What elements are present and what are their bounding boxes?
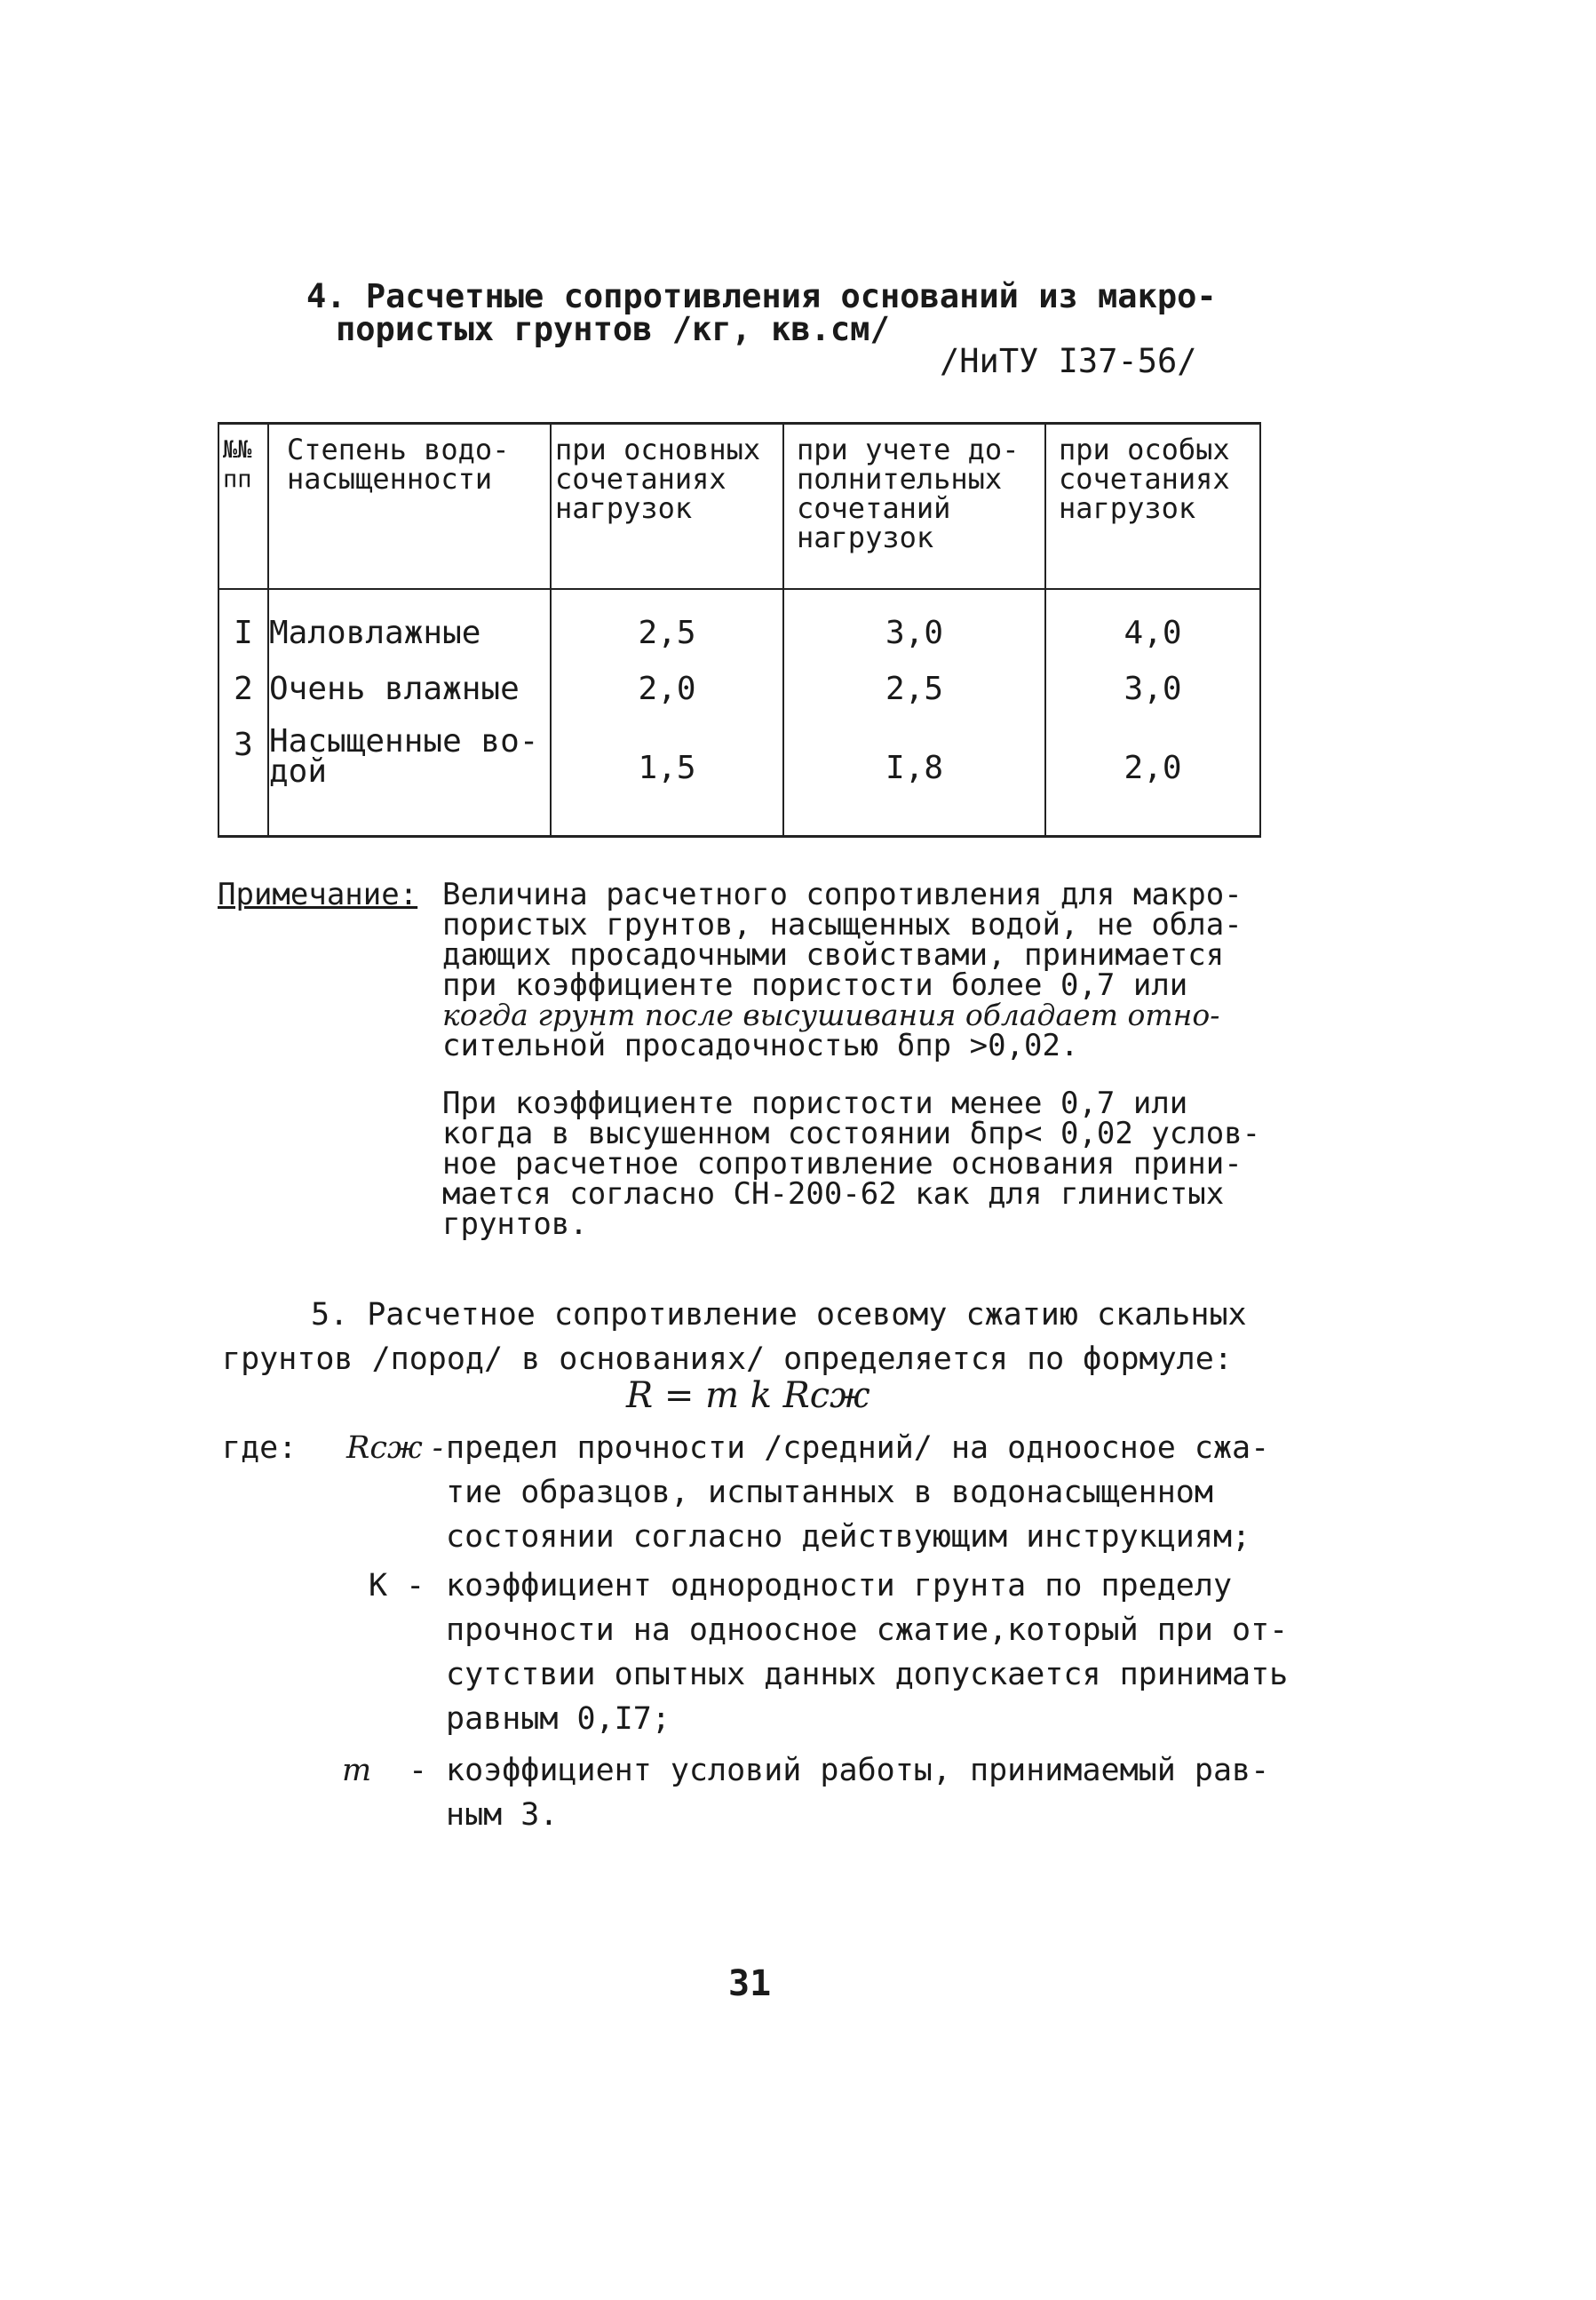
row-additional: 3,0 [783, 589, 1045, 651]
row-num: 3 [218, 707, 268, 836]
section5-line2: грунтов /пород/ в основаниях/ определяется по формуле: [222, 1341, 1233, 1377]
section4-title-line2: пористых грунтов /кг, кв.см/ [336, 310, 890, 348]
def-symbol-r: Rсж - [346, 1430, 443, 1466]
table-row [218, 651, 1260, 707]
row-num: 2 [218, 651, 268, 707]
note-label: Примечание: [218, 877, 418, 912]
note-paragraph-1 [442, 879, 1243, 1061]
table-header-row [218, 424, 1260, 590]
def-line: ным 3. [446, 1797, 559, 1833]
def-line: предел прочности /средний/ на одноосное сжа- [446, 1430, 1270, 1466]
row-basic: 1,5 [551, 707, 783, 836]
def-symbol-m: m [342, 1753, 372, 1788]
def-line: тие образцов, испытанных в водонасыщенном [446, 1475, 1213, 1510]
page-number: 31 [728, 1963, 772, 2004]
section4-reference: /НиТУ I37-56/ [940, 342, 1197, 380]
formula: R = m k Rсж [626, 1375, 870, 1416]
row-special: 3,0 [1045, 651, 1260, 707]
table-row [218, 589, 1260, 651]
row-special: 2,0 [1045, 707, 1260, 836]
header-special: при особых сочетаниях нагрузок [1045, 424, 1260, 590]
note-line: пористых грунтов, насыщенных водой, не обла- [442, 907, 1243, 943]
note-line: мается согласно СН-200-62 как для глинистых [442, 1176, 1225, 1212]
header-basic: при основных сочетаниях нагрузок [551, 424, 783, 590]
where-label: где: [222, 1430, 298, 1466]
def-line: состоянии согласно действующим инструкциям; [446, 1519, 1251, 1555]
row-name: Маловлажные [268, 589, 551, 651]
def-line: коэффициент условий работы, принимаемый рав- [446, 1753, 1270, 1788]
note-line: При коэффициенте пористости менее 0,7 или [442, 1086, 1188, 1121]
row-special: 4,0 [1045, 589, 1260, 651]
row-basic: 2,5 [551, 589, 783, 651]
note-line: когда грунт после высушивания обладает отно- [442, 998, 1220, 1032]
row-basic: 2,0 [551, 651, 783, 707]
row-name: Насыщенные во- дой [268, 707, 551, 836]
note-line: дающих просадочными свойствами, принимается [442, 937, 1225, 973]
section5-line1: 5. Расчетное сопротивление осевому сжатию скальных [311, 1297, 1247, 1333]
note-line: когда в высушенном состоянии δпр< 0,02 услов- [442, 1116, 1261, 1151]
note-line: сительной просадочностью δпр >0,02. [442, 1028, 1079, 1063]
def-symbol-k: К - [369, 1568, 425, 1604]
row-num: I [218, 589, 268, 651]
def-line: сутствии опытных данных допускается принимать [446, 1657, 1289, 1692]
note-paragraph-2 [442, 1086, 1261, 1242]
def-dash-m: - [409, 1753, 428, 1788]
def-m [446, 1748, 1269, 1837]
header-additional: при учете до- полнительных сочетаний нагрузок [783, 424, 1045, 590]
def-k [446, 1564, 1288, 1741]
def-r [446, 1426, 1269, 1559]
note-line: Величина расчетного сопротивления для макро- [442, 877, 1243, 912]
def-line: коэффициент однородности грунта по пределу [446, 1568, 1233, 1604]
row-name: Очень влажные [268, 651, 551, 707]
note-line: грунтов. [442, 1206, 588, 1242]
section4-title-line1: 4. Расчетные сопротивления оснований из макро- [306, 277, 1217, 315]
row-additional: 2,5 [783, 651, 1045, 707]
table-row [218, 707, 1260, 836]
header-num: №№ пп [218, 424, 268, 590]
note-line: ное расчетное сопротивление основания прини- [442, 1146, 1243, 1182]
resistance-table [218, 422, 1261, 838]
def-line: равным 0,I7; [446, 1701, 671, 1737]
def-line: прочности на одноосное сжатие,который при от- [446, 1612, 1289, 1648]
note-line: при коэффициенте пористости более 0,7 или [442, 967, 1188, 1003]
header-degree: Степень водо- насыщенности [268, 424, 551, 590]
row-additional: I,8 [783, 707, 1045, 836]
